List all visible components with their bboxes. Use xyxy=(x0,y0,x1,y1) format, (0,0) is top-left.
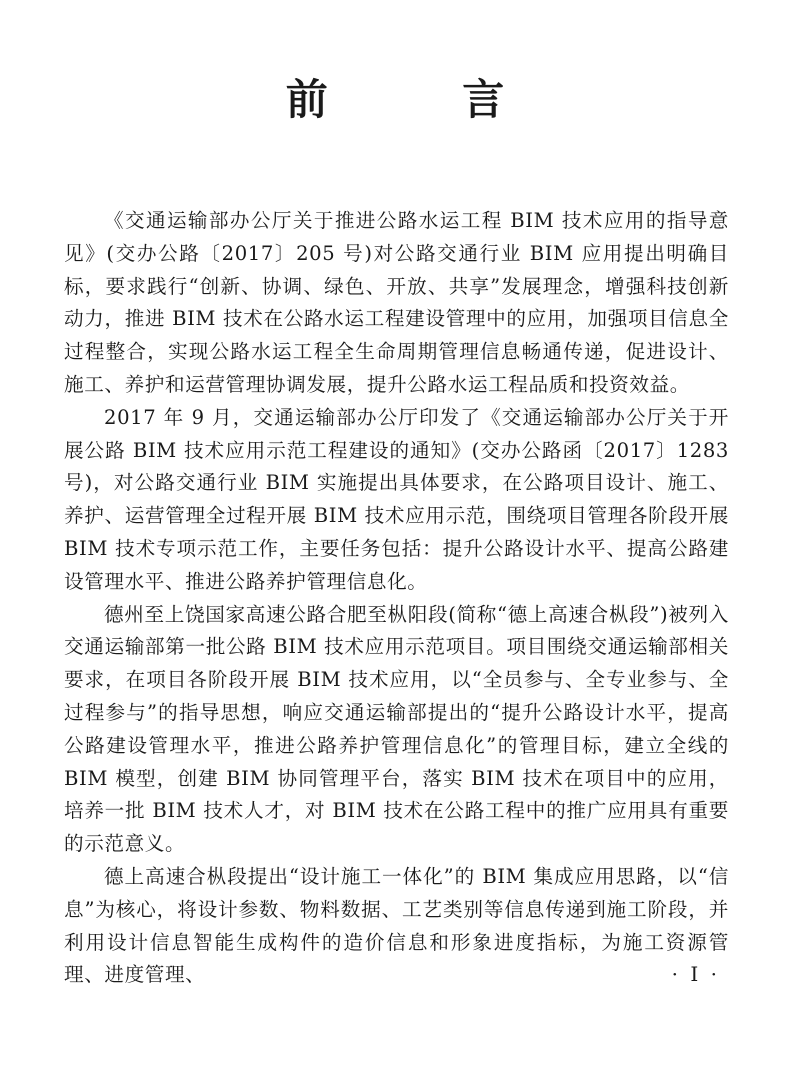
page-number: · I · xyxy=(671,962,720,986)
paragraph-4: 德上高速合枞段提出“设计施工一体化”的 BIM 集成应用思路，以“信息”为核心，将设计参数、物料数据、工艺类别等信息传递到施工阶段，并利用设计信息智能生成构件的造价信息和形象进度指标，为施工资源管理、进度管理、 xyxy=(64,864,729,987)
page-title: 前 言 xyxy=(285,75,565,124)
paragraph-2: 2017 年 9 月，交通运输部办公厅印发了《交通运输部办公厅关于开展公路 BIM 技术应用示范工程建设的通知》(交办公路函〔2017〕1283 号)，对公路交通行业 BIM 实施提出具体要求，在公路项目设计、施工、养护、运营管理全过程开展 BIM 技术应用示范，围绕项目管理各阶段开展 BIM 技术专项示范工作，主要任务包括：提升公路设计水平、提高公路建设管理水平、推进公路养护管理信息化。 xyxy=(64,405,729,593)
paragraph-1: 《交通运输部办公厅关于推进公路水运工程 BIM 技术应用的指导意见》(交办公路〔2017〕205 号)对公路交通行业 BIM 应用提出明确目标，要求践行“创新、协调、绿色、开放、共享”发展理念，增强科技创新动力，推进 BIM 技术在公路水运工程建设管理中的应用，加强项目信息全过程整合，实现公路水运工程全生命周期管理信息畅通传递，促进设计、施工、养护和运营管理协调发展，提升公路水运工程品质和投资效益。 xyxy=(64,209,729,396)
body-text xyxy=(64,205,729,992)
paragraph-3: 德州至上饶国家高速公路合肥至枞阳段(简称“德上高速合枞段”)被列入交通运输部第一批公路 BIM 技术应用示范项目。项目围绕交通运输部相关要求，在项目各阶段开展 BIM 技术应用，以“全员参与、全专业参与、全过程参与”的指导思想，响应交通运输部提出的“提升公路设计水平，提高公路建设管理水平，推进公路养护管理信息化”的管理目标，建立全线的 BIM 模型，创建 BIM 协同管理平台，落实 BIM 技术在项目中的应用，培养一批 BIM 技术人才，对 BIM 技术在公路工程中的推广应用具有重要的示范意义。 xyxy=(64,602,729,856)
